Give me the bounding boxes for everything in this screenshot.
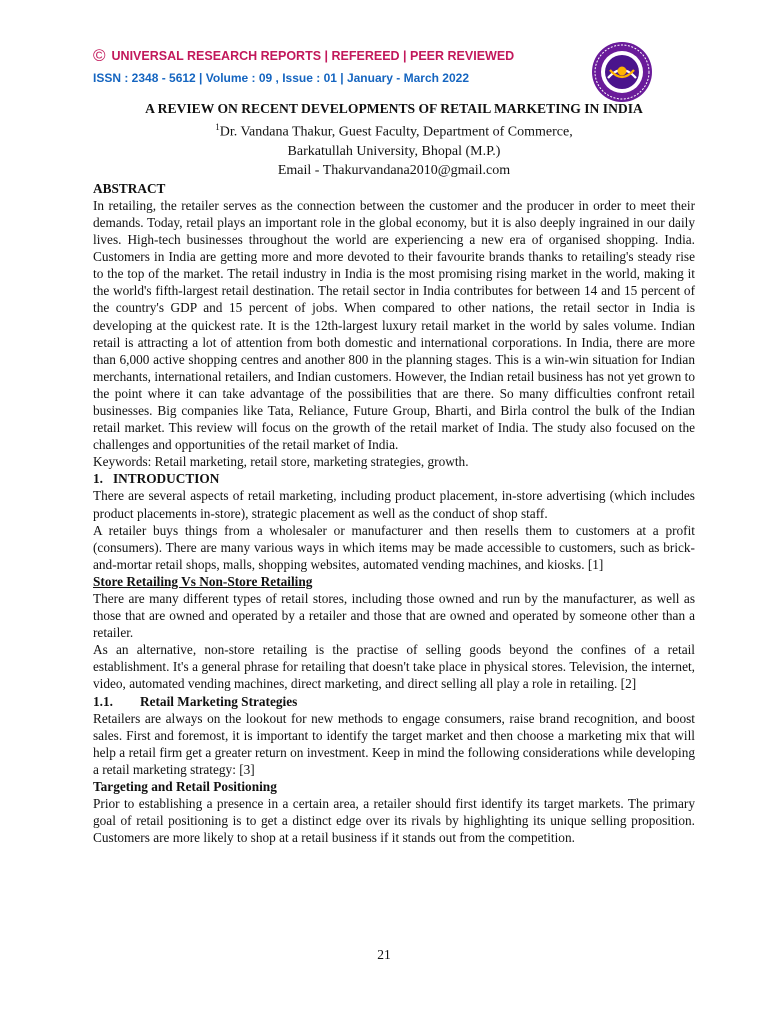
introduction-paragraph-1: There are several aspects of retail marketing, including product placement, in-store advertising (which includes product placements in-store), strategic placement as well as the conduct of shop staff. bbox=[93, 488, 695, 521]
article-body bbox=[93, 100, 695, 846]
journal-name-line bbox=[93, 46, 613, 66]
author-email: Email - Thakurvandana2010@gmail.com bbox=[277, 162, 511, 178]
journal-name: UNIVERSAL RESEARCH REPORTS | REFEREED | PEER REVIEWED bbox=[111, 49, 515, 63]
article-title: A REVIEW ON RECENT DEVELOPMENTS OF RETAIL MARKETING IN INDIA bbox=[145, 101, 643, 116]
journal-header bbox=[93, 46, 613, 85]
section-1-1-paragraph-1: Retailers are always on the lookout for new methods to engage consumers, raise brand recognition, and boost sales. First and foremost, it is important to identify the target market and then choose a marketing mix that will help a retail firm get a greater return on investment. Keep in mind the following considerations while developing a retail marketing strategy: [3] bbox=[93, 710, 695, 777]
page-number: 21 bbox=[377, 947, 391, 962]
abstract-heading: ABSTRACT bbox=[93, 180, 166, 196]
keywords: Keywords: Retail marketing, retail store, marketing strategies, growth. bbox=[93, 454, 469, 470]
author-name: Dr. Vandana Thakur, Guest Faculty, Department of Commerce, bbox=[219, 124, 573, 140]
issn-volume-line: ISSN : 2348 - 5612 | Volume : 09 , Issue : 01 | January - March 2022 bbox=[93, 71, 470, 85]
store-retailing-subheading: Store Retailing Vs Non-Store Retailing bbox=[93, 573, 313, 589]
abstract-text: In retailing, the retailer serves as the connection between the customer and the producer in order to meet their demands. Today, retail plays an important role in the global economy, but it is also deeply ingrained in our daily lives. High-tech businesses throughout the world are experiencing a new era of organised shopping. India. Customers in India are getting more and more devoted to their favourite brands thanks to retailing's steady rise to the top of the market. The retail industry in India is the most promising rising market in the world, making it the world's fifth-largest retail destination. The retail sector in India contributes for between 14 and 15 percent of the country's GDP and 15 percent of jobs. When compared to other nations, the retail sector in India is developing at the quickest rate. It is the 12th-largest luxury retail market in the world by sales volume. Indian retail is attracting a lot of attention from both domestic and international corporations. In India, there are more than 6,000 active shopping centres and another 800 in the planning stages. This is a win-win situation for Indian merchants, international retailers, and Indian customers. However, the Indian retail business has not yet grown to the point where it can take advantage of the possibilities that are there. So many difficulties confront retail businesses. Big companies like Tata, Reliance, Future Group, Bharti, and Birla control the bulk of the Indian retail market. This review will focus on the growth of the retail market of India. The study also focused on the challenges and opportunities of the retail market of India. bbox=[93, 197, 695, 453]
introduction-paragraph-3: There are many different types of retail stores, including those owned and run by the manufacturer, as well as those that are owned and operated by a retailer and those that are owned and operated by someone other than a retailer. bbox=[93, 591, 695, 641]
section-title: Retail Marketing Strategies bbox=[140, 693, 298, 709]
introduction-paragraph-2: A retailer buys things from a wholesaler or manufacturer and then resells them to customers at a profit (consumers). There are many various ways in which items may be made accessible to customers, such as brick-and-mortar retail shops, malls, shopping websites, automated vending machines, and kiosks. [1] bbox=[93, 522, 695, 572]
section-number: 1.1. bbox=[93, 693, 113, 709]
journal-seal-logo bbox=[590, 40, 654, 104]
author-line bbox=[93, 118, 695, 142]
targeting-subheading: Targeting and Retail Positioning bbox=[93, 779, 277, 795]
copyright-icon: © bbox=[93, 46, 106, 65]
author-superscript: 1 bbox=[215, 122, 220, 133]
introduction-heading: 1. INTRODUCTION bbox=[93, 471, 220, 487]
section-1-1-heading bbox=[93, 693, 695, 710]
introduction-paragraph-4: As an alternative, non-store retailing is the practise of selling goods beyond the confines of a retail establishment. It's a general phrase for retailing that doesn't take place in physical stores. Television, the internet, video, automated vending machines, direct marketing, and direct selling all play a role in retailing. [2] bbox=[93, 642, 695, 692]
section-1-1-paragraph-2: Prior to establishing a presence in a certain area, a retailer should first identify its target markets. The primary goal of retail positioning is to get a distinct edge over its rivals by highlighting its unique selling proposition. Customers are more likely to shop at a retail business if it stands out from the competition. bbox=[93, 796, 695, 846]
author-affiliation: Barkatullah University, Bhopal (M.P.) bbox=[287, 143, 501, 159]
